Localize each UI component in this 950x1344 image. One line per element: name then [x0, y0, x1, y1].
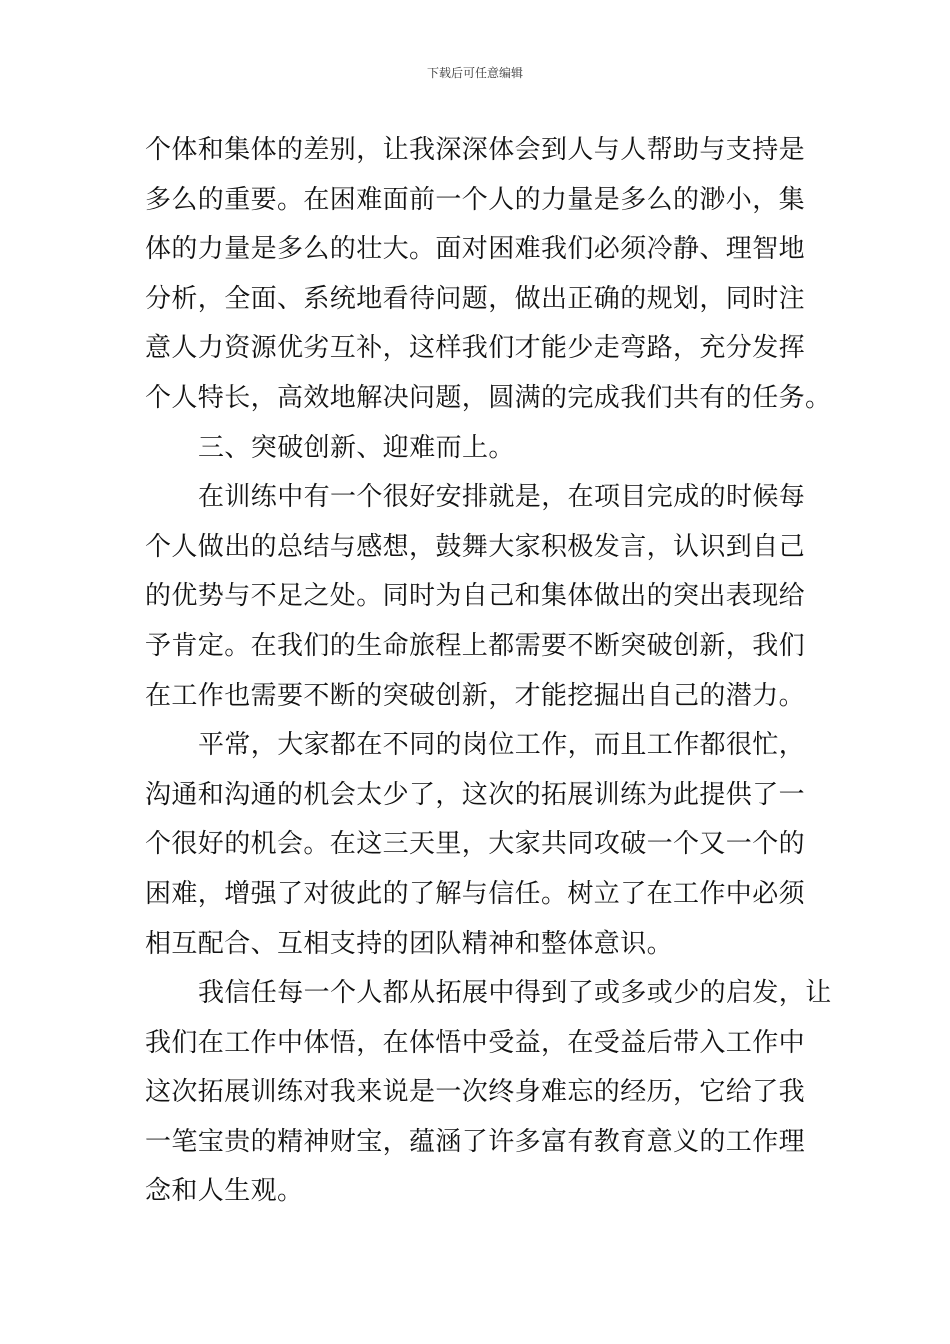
text-line: 沟通和沟通的机会太少了，这次的拓展训练为此提供了一 — [145, 779, 806, 810]
text-line: 意人力资源优劣互补，这样我们才能少走弯路，充分发挥 — [145, 333, 806, 364]
text-line: 我信任每一个人都从拓展中得到了或多或少的启发，让 — [198, 978, 832, 1009]
text-line: 的优势与不足之处。同时为自己和集体做出的突出表现给 — [145, 581, 806, 612]
text-line: 体的力量是多么的壮大。面对困难我们必须冷静、理智地 — [145, 234, 806, 265]
page-header: 下载后可任意编辑 — [426, 66, 523, 80]
text-line: 困难，增强了对彼此的了解与信任。树立了在工作中必须 — [145, 878, 806, 909]
text-line: 念和人生观。 — [145, 1176, 304, 1207]
text-line: 在训练中有一个很好安排就是，在项目完成的时候每 — [198, 482, 806, 513]
text-line: 个很好的机会。在这三天里，大家共同攻破一个又一个的 — [145, 829, 806, 860]
body-text — [145, 126, 832, 1217]
text-line: 在工作也需要不断的突破创新，才能挖掘出自己的潜力。 — [145, 680, 806, 711]
text-line: 相互配合、互相支持的团队精神和整体意识。 — [145, 928, 674, 959]
text-line: 个人做出的总结与感想，鼓舞大家积极发言，认识到自己 — [145, 531, 806, 562]
text-line: 予肯定。在我们的生命旅程上都需要不断突破创新，我们 — [145, 630, 806, 661]
text-line: 这次拓展训练对我来说是一次终身难忘的经历，它给了我 — [145, 1077, 806, 1108]
text-line: 个人特长，高效地解决问题，圆满的完成我们共有的任务。 — [145, 382, 832, 413]
section-heading: 三、突破创新、迎难而上。 — [198, 432, 515, 463]
text-line: 我们在工作中体悟，在体悟中受益，在受益后带入工作中 — [145, 1027, 806, 1058]
text-line: 多么的重要。在困难面前一个人的力量是多么的渺小，集 — [145, 184, 806, 215]
text-line: 平常，大家都在不同的岗位工作，而且工作都很忙， — [198, 730, 806, 761]
text-line: 个体和集体的差别，让我深深体会到人与人帮助与支持是 — [145, 135, 806, 165]
text-line: 一笔宝贵的精神财宝，蕴涵了许多富有教育意义的工作理 — [145, 1126, 806, 1157]
text-line: 分析，全面、系统地看待问题，做出正确的规划，同时注 — [145, 283, 806, 314]
